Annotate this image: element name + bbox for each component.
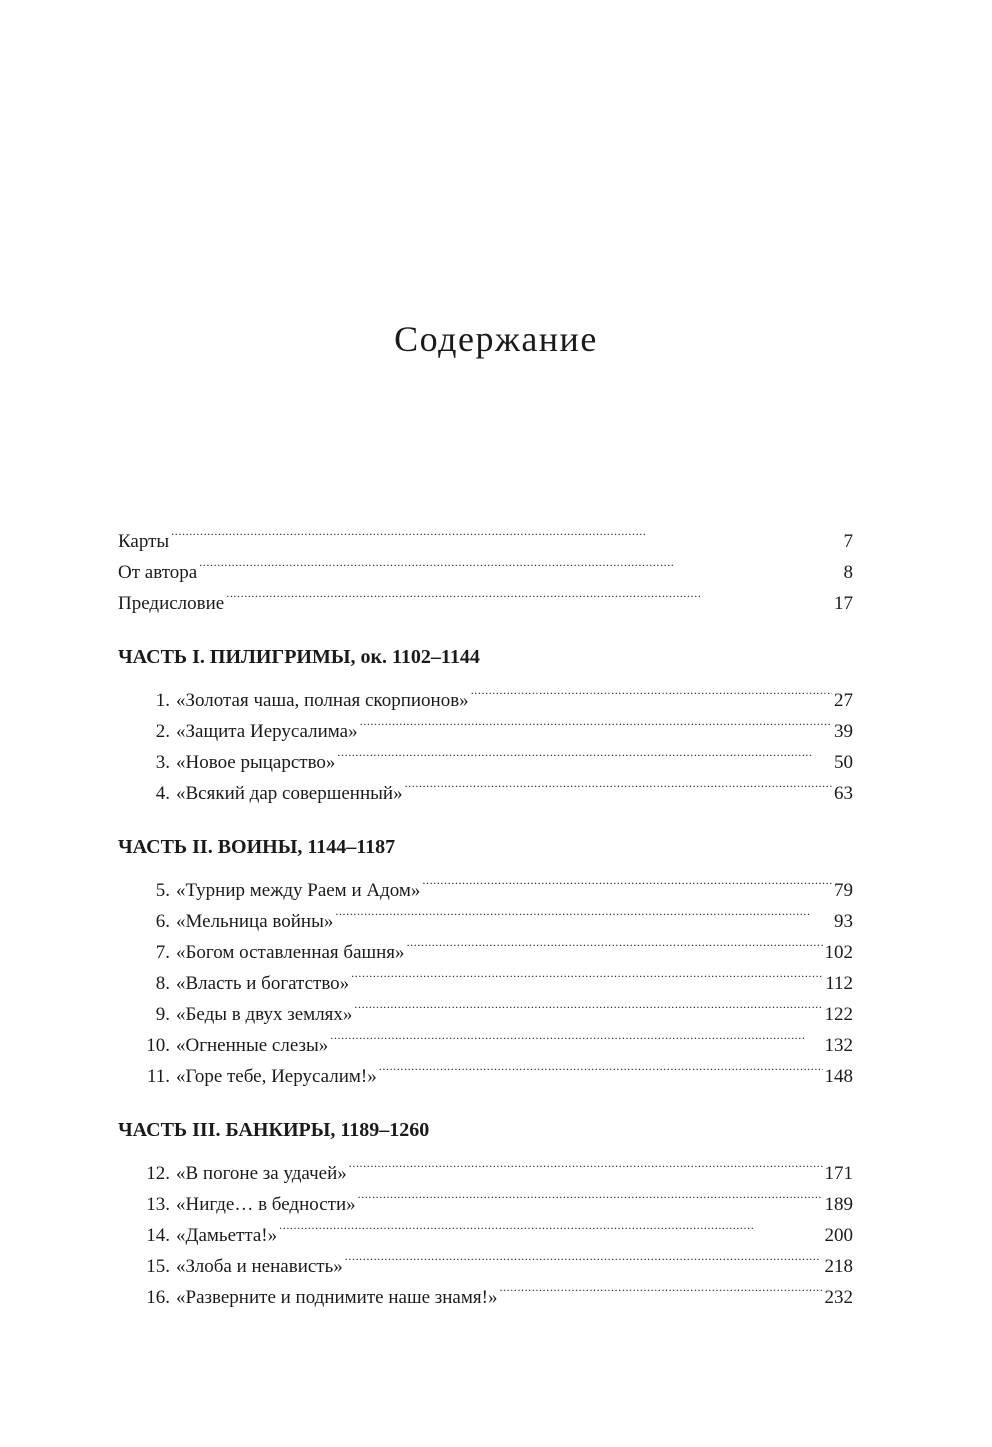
toc-entry-page: 17	[834, 593, 853, 614]
toc-entry-page: 50	[834, 752, 853, 773]
dot-leader	[499, 1272, 822, 1303]
chapter-number: 2.	[155, 721, 170, 742]
chapter-number: 4.	[155, 783, 170, 804]
toc-entry-page: 132	[824, 1035, 853, 1056]
toc-entry-label: Карты	[118, 531, 170, 552]
dot-leader	[279, 1210, 822, 1241]
toc-entry-page: 232	[824, 1287, 853, 1308]
dot-leader	[226, 578, 832, 609]
chapter-number: 10.	[146, 1035, 170, 1056]
toc-entry-page: 112	[825, 973, 853, 994]
chapter-number: 15.	[146, 1256, 170, 1277]
toc-entry-page: 63	[834, 783, 853, 804]
toc-entry-chapter[interactable]	[118, 675, 853, 711]
chapter-number: 5.	[155, 880, 170, 901]
chapter-number: 14.	[146, 1225, 170, 1246]
dot-leader	[358, 1179, 823, 1210]
chapter-number: 8.	[155, 973, 170, 994]
toc-entry-chapter[interactable]	[118, 865, 853, 901]
chapter-number: 6.	[155, 911, 170, 932]
dot-leader	[330, 1020, 822, 1051]
dot-leader	[407, 927, 823, 958]
dot-leader	[345, 1241, 823, 1272]
dot-leader	[171, 516, 841, 547]
part-heading-title: ЧАСТЬ I. ПИЛИГРИМЫ,	[118, 646, 356, 668]
toc-entry-label: «Злоба и ненависть»	[176, 1256, 343, 1277]
toc-entry-label: «Турнир между Раем и Адом»	[176, 880, 421, 901]
toc-entry-label: «Мельница войны»	[176, 911, 334, 932]
dot-leader	[405, 768, 832, 799]
toc-entry-label: От автора	[118, 562, 198, 583]
toc-entry-page: 79	[834, 880, 853, 901]
toc-entry-page: 218	[824, 1256, 853, 1277]
toc-entry-label: «Разверните и поднимите наше знамя!»	[176, 1287, 498, 1308]
toc-entry-maps[interactable]	[118, 516, 853, 552]
toc-entry-page: 7	[843, 531, 853, 552]
toc-entry-label: «Дамьетта!»	[176, 1225, 278, 1246]
toc-entry-label: «Беды в двух землях»	[176, 1004, 353, 1025]
dot-leader	[354, 989, 822, 1020]
dot-leader	[471, 675, 832, 706]
dot-leader	[349, 1148, 823, 1179]
part-heading-years: 1144–1187	[307, 836, 396, 858]
chapter-number: 13.	[146, 1194, 170, 1215]
toc-entry-label: «Горе тебе, Иерусалим!»	[176, 1066, 377, 1087]
toc-entry-preface[interactable]	[118, 578, 853, 614]
dot-leader	[422, 865, 832, 896]
toc-entry-page: 27	[834, 690, 853, 711]
toc-entry-label: «Золотая чаша, полная скорпионов»	[176, 690, 469, 711]
page-title: Содержание	[394, 319, 598, 359]
toc-entry-label: Предисловие	[118, 593, 225, 614]
toc-entry-page: 200	[824, 1225, 853, 1246]
dot-leader	[337, 737, 832, 768]
toc-entry-page: 8	[843, 562, 853, 583]
part-heading-2[interactable]	[118, 829, 853, 865]
dot-leader	[351, 958, 823, 989]
dot-leader	[379, 1051, 823, 1082]
toc-entry-page: 102	[824, 942, 853, 963]
dot-leader	[199, 547, 841, 578]
part-heading-title: ЧАСТЬ II. ВОИНЫ,	[118, 836, 303, 858]
toc-entry-label: «Огненные слезы»	[176, 1035, 329, 1056]
dot-leader	[335, 896, 832, 927]
part-heading-3[interactable]	[118, 1112, 853, 1148]
toc-entry-page: 93	[834, 911, 853, 932]
toc-entry-from-author[interactable]	[118, 547, 853, 583]
part-heading-years: 1189–1260	[340, 1119, 430, 1141]
chapter-number: 12.	[146, 1163, 170, 1184]
toc-entry-label: «Защита Иерусалима»	[176, 721, 358, 742]
part-heading-1[interactable]	[118, 639, 853, 675]
toc-entry-page: 148	[824, 1066, 853, 1087]
toc-entry-label: «Власть и богатство»	[176, 973, 350, 994]
toc-entry-label: «Новое рыцарство»	[176, 752, 336, 773]
chapter-number: 11.	[146, 1066, 170, 1087]
chapter-number: 16.	[146, 1287, 170, 1308]
toc-entry-label: «Богом оставленная башня»	[176, 942, 405, 963]
toc-entry-page: 189	[824, 1194, 853, 1215]
chapter-number: 3.	[155, 752, 170, 773]
dot-leader	[360, 706, 832, 737]
toc-entry-page: 171	[824, 1163, 853, 1184]
part-heading-title: ЧАСТЬ III. БАНКИРЫ,	[118, 1119, 336, 1141]
toc-entry-label: «Всякий дар совершенный»	[176, 783, 403, 804]
toc-entry-label: «Нигде… в бедности»	[176, 1194, 356, 1215]
chapter-number: 1.	[155, 690, 170, 711]
toc-entry-page: 39	[834, 721, 853, 742]
toc-entry-label: «В погоне за удачей»	[176, 1163, 347, 1184]
part-heading-years: ок. 1102–1144	[360, 646, 480, 668]
chapter-number: 7.	[155, 942, 170, 963]
toc-entry-chapter[interactable]	[118, 1148, 853, 1184]
table-of-contents	[118, 516, 853, 1308]
chapter-number: 9.	[155, 1004, 170, 1025]
toc-entry-page: 122	[824, 1004, 853, 1025]
